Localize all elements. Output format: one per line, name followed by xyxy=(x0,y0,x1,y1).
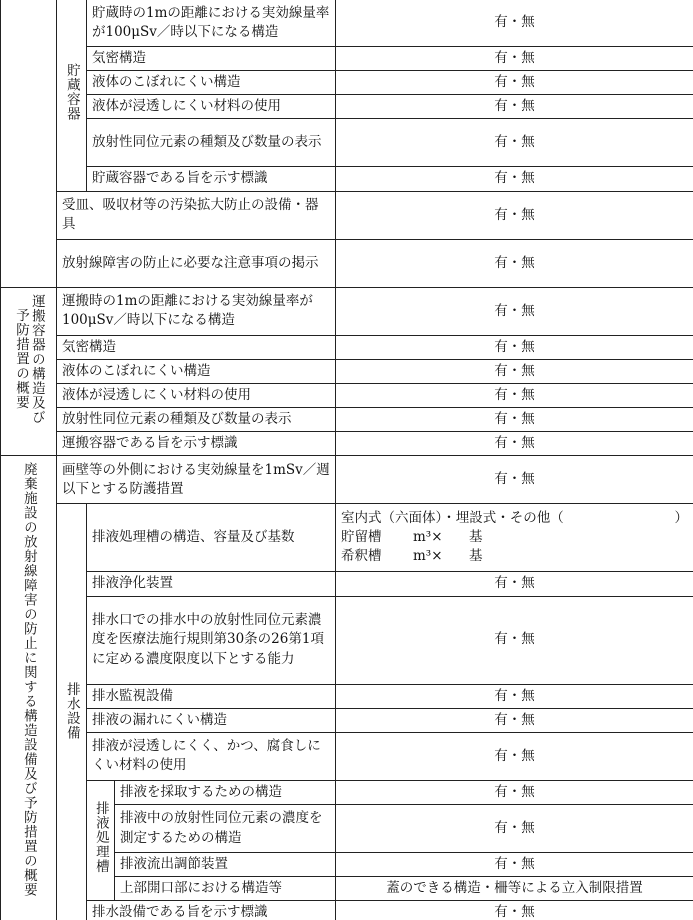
drainage-label: 排水設備 xyxy=(57,504,87,920)
storage-item-1: 貯蔵時の1mの距離における実効線量率が100μSv／時以下になる構造 xyxy=(87,0,336,47)
transport-item-1-value[interactable]: 有・無 xyxy=(336,287,693,335)
drainage-item-4-value[interactable]: 有・無 xyxy=(336,708,693,732)
drainage-item-5-value[interactable]: 有・無 xyxy=(336,732,693,780)
storage-item-1-value[interactable]: 有・無 xyxy=(336,0,693,47)
transport-section-label: 運搬容器の構造及び 予防措置の概要 xyxy=(1,287,57,456)
storage-other-2-value[interactable]: 有・無 xyxy=(336,239,693,287)
storage-item-6-value[interactable]: 有・無 xyxy=(336,167,693,191)
tank1-row: 貯留槽 m³× 基 xyxy=(341,529,483,546)
treatment-tank-label: 排液処理槽 xyxy=(87,780,115,900)
treatment-opening-value[interactable]: 蓋のできる構造・柵等による立入制限措置 xyxy=(336,877,693,901)
treatment-item-2-value[interactable]: 有・無 xyxy=(336,805,693,853)
drainage-item-3-value[interactable]: 有・無 xyxy=(336,684,693,708)
tank-type-options[interactable]: 室内式（六面体）・埋設式・その他（ xyxy=(341,510,564,527)
drainage-item-4: 排液の漏れにくい構造 xyxy=(87,708,336,732)
drainage-item-1: 排液浄化装置 xyxy=(87,572,336,596)
storage-item-2-value[interactable]: 有・無 xyxy=(336,47,693,71)
waste-section-label: 廃棄施設の放射線障害の防止に関する構造設備及び予防措置の概要 xyxy=(1,456,57,920)
transport-item-3-value[interactable]: 有・無 xyxy=(336,359,693,383)
storage-item-5-value[interactable]: 有・無 xyxy=(336,119,693,167)
tank-structure-value[interactable]: 室内式（六面体）・埋設式・その他（ ） 貯留槽 m³× 基 希釈槽 m³× 基 xyxy=(336,504,693,572)
drainage-sign-value[interactable]: 有・無 xyxy=(336,901,693,920)
drainage-sign: 排水設備である旨を示す標識 xyxy=(87,901,336,920)
storage-container-label: 貯蔵容器 xyxy=(57,0,87,191)
transport-item-4-value[interactable]: 有・無 xyxy=(336,383,693,407)
treatment-item-1-value[interactable]: 有・無 xyxy=(336,780,693,804)
waste-shielding-value[interactable]: 有・無 xyxy=(336,456,693,504)
treatment-item-3-value[interactable]: 有・無 xyxy=(336,853,693,877)
storage-item-6: 貯蔵容器である旨を示す標識 xyxy=(87,167,336,191)
storage-item-4-value[interactable]: 有・無 xyxy=(336,95,693,119)
drainage-item-3: 排水監視設備 xyxy=(87,684,336,708)
drainage-item-2: 排水口での排水中の放射性同位元素濃度を医療法施行規則第30条の26第1項に定める濃度限度以下とする能力 xyxy=(87,596,336,684)
storage-other-1: 受皿、吸収材等の汚染拡大防止の設備・器具 xyxy=(57,191,336,239)
storage-section-cell xyxy=(1,0,57,287)
storage-item-5: 放射性同位元素の種類及び数量の表示 xyxy=(87,119,336,167)
drainage-item-2-value[interactable]: 有・無 xyxy=(336,596,693,684)
storage-item-4: 液体が浸透しにくい材料の使用 xyxy=(87,95,336,119)
drainage-item-1-value[interactable]: 有・無 xyxy=(336,572,693,596)
transport-item-6-value[interactable]: 有・無 xyxy=(336,432,693,456)
transport-item-2: 気密構造 xyxy=(57,335,336,359)
treatment-item-3: 排液流出調節装置 xyxy=(115,853,336,877)
transport-item-3: 液体のこぼれにくい構造 xyxy=(57,359,336,383)
transport-item-6: 運搬容器である旨を示す標識 xyxy=(57,432,336,456)
treatment-item-1: 排液を採取するための構造 xyxy=(115,780,336,804)
tank-structure-label: 排液処理槽の構造、容量及び基数 xyxy=(87,504,336,572)
transport-item-1: 運搬時の1mの距離における実効線量率が100μSv／時以下になる構造 xyxy=(57,287,336,335)
transport-item-4: 液体が浸透しにくい材料の使用 xyxy=(57,383,336,407)
transport-item-2-value[interactable]: 有・無 xyxy=(336,335,693,359)
storage-other-2: 放射線障害の防止に必要な注意事項の掲示 xyxy=(57,239,336,287)
transport-item-5-value[interactable]: 有・無 xyxy=(336,408,693,432)
drainage-item-5: 排液が浸透しにくく、かつ、腐食しにくい材料の使用 xyxy=(87,732,336,780)
treatment-item-2: 排液中の放射性同位元素の濃度を測定するための構造 xyxy=(115,805,336,853)
storage-other-1-value[interactable]: 有・無 xyxy=(336,191,693,239)
waste-shielding: 画壁等の外側における実効線量を1mSv／週以下とする防護措置 xyxy=(57,456,336,504)
treatment-item-4: 上部開口部における構造等 xyxy=(115,877,336,901)
storage-item-2: 気密構造 xyxy=(87,47,336,71)
tank2-row: 希釈槽 m³× 基 xyxy=(341,548,483,565)
storage-item-3: 液体のこぼれにくい構造 xyxy=(87,71,336,95)
transport-item-5: 放射性同位元素の種類及び数量の表示 xyxy=(57,408,336,432)
storage-item-3-value[interactable]: 有・無 xyxy=(336,71,693,95)
